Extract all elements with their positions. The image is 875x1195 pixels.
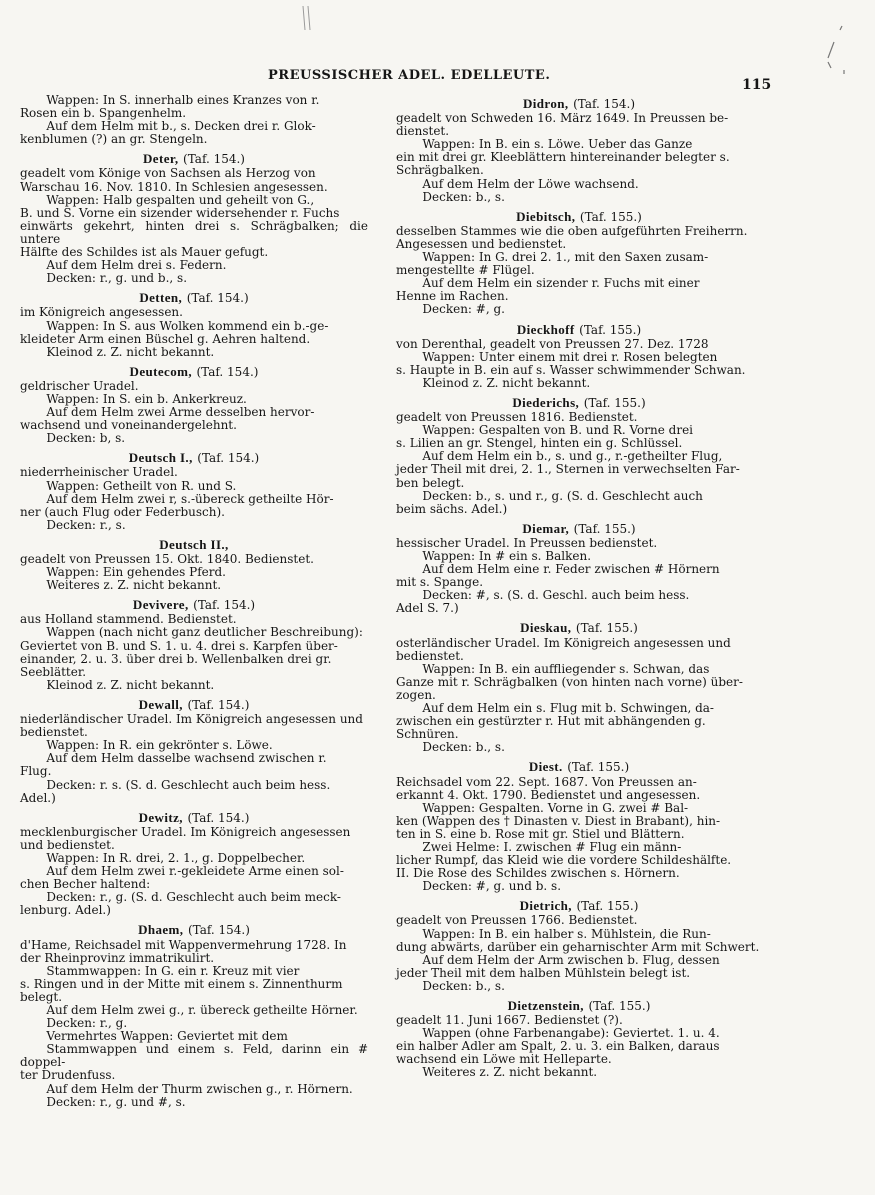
text-line: Zwei Helme: I. zwischen # Flug ein männ- <box>422 839 682 854</box>
text-line: Decken: b., s. und r., g. (S. d. Geschlecht auch <box>422 488 703 503</box>
text-line: jeder Theil mit drei, 2. 1., Sternen in verwechselten Far- <box>396 462 740 477</box>
text-line: Weiteres z. Z. nicht bekannt. <box>422 1065 598 1080</box>
text-line: der Rheinprovinz immatrikulirt. <box>20 950 215 965</box>
page-number: 115 <box>742 77 772 93</box>
text-line: Adel.) <box>20 790 56 805</box>
text-line: Auf dem Helm drei s. Federn. <box>46 258 227 273</box>
right-column <box>396 94 762 1086</box>
armorial-entry <box>396 97 762 204</box>
armorial-entry <box>20 451 368 532</box>
text-line: Auf dem Helm dasselbe wachsend zwischen r. <box>46 751 327 766</box>
plate-reference: (Taf. 155.) <box>576 899 639 914</box>
text-line: beim sächs. Adel.) <box>396 501 508 516</box>
text-line: ter Drudenfuss. <box>20 1068 116 1083</box>
family-name: Dieckhoff <box>516 321 575 337</box>
text-line: dung abwärts, darüber ein geharnischter Arm mit Schwert. <box>396 939 760 954</box>
text-line: Auf dem Helm eine r. Feder zwischen # Hörnern <box>422 562 720 577</box>
text-line: II. Die Rose des Schildes zwischen s. Hörnern. <box>396 866 680 881</box>
family-name: Dhaem, <box>138 922 184 938</box>
text-line: Decken: r., g. und b., s. <box>46 271 188 286</box>
text-line: ten in S. eine b. Rose mit gr. Stiel und Blättern. <box>396 826 685 841</box>
text-line: Kleinod z. Z. nicht bekannt. <box>46 344 215 359</box>
text-line: geadelt von Schweden 16. März 1649. In Preussen be- <box>396 111 729 126</box>
text-line: einander, 2. u. 3. über drei b. Wellenbalken drei gr. <box>20 651 332 666</box>
family-name: Diebitsch, <box>516 208 576 224</box>
armorial-entry <box>396 760 762 893</box>
text-line: Auf dem Helm zwei g., r. übereck getheilte Hörner. <box>46 1003 358 1017</box>
text-line: ner (auch Flug oder Federbusch). <box>20 504 225 519</box>
text-line: Auf dem Helm ein b., s. und g., r.-getheilter Flug, <box>422 449 723 464</box>
text-line: Stammwappen: In G. ein r. Kreuz mit vier <box>46 963 300 978</box>
text-line: ken (Wappen des † Dinasten v. Diest in Brabant), hin- <box>396 813 721 828</box>
text-line: Auf dem Helm der Thurm zwischen g., r. Hörnern. <box>46 1081 353 1096</box>
text-line: geadelt von Preussen 15. Okt. 1840. Bedienstet. <box>20 552 314 566</box>
text-line: niederrheinischer Uradel. <box>20 465 178 480</box>
plate-reference: (Taf. 154.) <box>196 364 259 379</box>
text-line: Wappen: Ein gehendes Pferd. <box>46 565 226 580</box>
text-line: Reichsadel vom 22. Sept. 1687. Von Preussen an- <box>396 774 697 789</box>
entry-heading <box>396 621 762 635</box>
armorial-entry <box>20 538 368 592</box>
family-name: Detten, <box>139 290 183 306</box>
text-line: Wappen: Getheilt von R. und S. <box>46 478 237 493</box>
entry-heading <box>20 538 368 552</box>
text-line: Decken: b., s. <box>422 978 505 993</box>
family-name: Diest. <box>528 759 563 775</box>
text-line: bedienstet. <box>396 648 464 663</box>
armorial-entry <box>396 323 762 390</box>
text-line: wachsend ein Löwe mit Helleparte. <box>396 1052 612 1067</box>
armorial-entry <box>396 210 762 317</box>
armorial-entry <box>20 94 368 146</box>
armorial-entry <box>20 152 368 285</box>
entry-heading <box>20 152 368 166</box>
plate-reference: (Taf. 155.) <box>567 760 630 775</box>
text-line: Wappen (nach nicht ganz deutlicher Beschreibung): <box>46 625 363 640</box>
text-line: belegt. <box>20 989 63 1004</box>
text-line: Auf dem Helm zwei Arme desselben hervor- <box>46 405 315 420</box>
plate-reference: (Taf. 155.) <box>575 621 638 636</box>
text-line: Decken: r., g. und #, s. <box>46 1094 186 1109</box>
text-line: kenblumen (?) an gr. Stengeln. <box>20 132 208 147</box>
text-line: osterländischer Uradel. Im Königreich angesessen und <box>396 635 731 650</box>
text-line: niederländischer Uradel. Im Königreich angesessen und <box>20 712 363 727</box>
text-line: bedienstet. <box>20 725 88 740</box>
text-line: Decken: #, s. (S. d. Geschl. auch beim hess. <box>422 588 690 603</box>
family-name: Dietzenstein, <box>507 998 584 1013</box>
text-line: im Königreich angesessen. <box>20 305 183 320</box>
text-line: Auf dem Helm zwei r, s.-übereck getheilte Hör- <box>46 491 334 506</box>
text-line: Decken: r., g. (S. d. Geschlecht auch beim meck- <box>46 890 341 905</box>
family-name: Deter, <box>143 151 179 167</box>
text-line: und bedienstet. <box>20 837 115 852</box>
entry-heading <box>20 365 368 379</box>
text-line: Decken: r. s. (S. d. Geschlecht auch beim hess. <box>46 777 331 792</box>
armorial-entry <box>396 396 762 516</box>
text-line: jeder Theil mit dem halben Mühlstein belegt ist. <box>396 965 691 980</box>
text-line: Auf dem Helm mit b., s. Decken drei r. Glok- <box>46 119 316 134</box>
text-line: Wappen: In B. ein halber s. Mühlstein, die Run- <box>422 926 711 941</box>
text-line: geadelt vom Könige von Sachsen als Herzog von <box>20 166 316 181</box>
text-line: Auf dem Helm zwei r.-gekleidete Arme einen sol- <box>46 864 344 879</box>
text-line: geadelt von Preussen 1766. Bedienstet. <box>396 913 638 928</box>
text-line: mengestellte # Flügel. <box>396 263 535 278</box>
text-line: hessischer Uradel. In Preussen bedienstet. <box>396 535 658 550</box>
text-line: einwärts gekehrt, hinten drei s. Schrägbalken; die untere <box>20 218 368 246</box>
entry-heading <box>20 698 368 712</box>
entry-heading <box>396 899 762 913</box>
text-line: geldrischer Uradel. <box>20 378 139 393</box>
family-name: Deutsch II., <box>159 536 229 552</box>
text-line: Warschau 16. Nov. 1810. In Schlesien angesessen. <box>20 179 328 194</box>
text-line: Wappen: Unter einem mit drei r. Rosen belegten <box>422 349 718 364</box>
entry-heading <box>20 291 368 305</box>
text-line: Flug. <box>20 764 52 779</box>
plate-reference: (Taf. 154.) <box>197 451 260 466</box>
text-line: von Derenthal, geadelt von Preussen 27. Dez. 1728 <box>396 336 709 351</box>
entry-heading <box>20 598 368 612</box>
scan-mark-icon <box>300 4 314 34</box>
text-line: kleideter Arm einen Büschel g. Aehren haltend. <box>20 331 311 346</box>
plate-reference: (Taf. 155.) <box>583 395 646 410</box>
text-line: Kleinod z. Z. nicht bekannt. <box>422 375 591 390</box>
text-line: Decken: r., g. <box>46 1016 128 1031</box>
text-line: aus Holland stammend. Bedienstet. <box>20 612 237 627</box>
armorial-entry <box>396 999 762 1080</box>
text-line: Wappen: In R. drei, 2. 1., g. Doppelbecher. <box>46 850 306 865</box>
family-name: Diederichs, <box>512 394 580 410</box>
entry-heading <box>20 811 368 825</box>
text-line: erkannt 4. Okt. 1790. Bedienstet und angesessen. <box>396 787 701 802</box>
text-line: Schrägbalken. <box>396 163 484 178</box>
text-line: geadelt von Preussen 1816. Bedienstet. <box>396 410 638 425</box>
plate-reference: (Taf. 154.) <box>186 291 249 306</box>
text-line: Stammwappen und einem s. Feld, darinn ein # doppel- <box>20 1042 368 1070</box>
text-line: Angesessen und bedienstet. <box>396 236 567 251</box>
text-line: Wappen: Gespalten. Vorne in G. zwei # Bal- <box>422 800 689 815</box>
text-line: Auf dem Helm ein s. Flug mit b. Schwingen, da- <box>422 701 714 716</box>
text-line: Seeblätter. <box>20 664 87 679</box>
armorial-entry <box>20 811 368 918</box>
family-name: Dewitz, <box>138 809 183 825</box>
text-line: Kleinod z. Z. nicht bekannt. <box>46 677 215 692</box>
plate-reference: (Taf. 154.) <box>187 697 250 712</box>
text-line: Vermehrtes Wappen: Geviertet mit dem <box>46 1029 288 1044</box>
text-line: B. und S. Vorne ein sizender widersehender r. Fuchs <box>20 205 340 220</box>
text-line: Wappen: In # ein s. Balken. <box>422 549 592 563</box>
text-line: mecklenburgischer Uradel. Im Königreich angesessen <box>20 824 351 839</box>
family-name: Didron, <box>522 96 569 111</box>
text-line: Weiteres z. Z. nicht bekannt. <box>46 578 222 593</box>
text-line: Geviertet von B. und S. 1. u. 4. drei s. Karpfen über- <box>20 638 338 653</box>
text-line: s. Haupte in B. ein auf s. Wasser schwimmender Schwan. <box>396 362 746 377</box>
text-line: geadelt 11. Juni 1667. Bedienstet (?). <box>396 1013 623 1028</box>
text-line: Wappen: In G. drei 2. 1., mit den Saxen zusam- <box>422 250 709 265</box>
text-line: Wappen: In S. aus Wolken kommend ein b.-ge- <box>46 318 329 333</box>
text-line: Wappen: In B. ein auffliegender s. Schwan, das <box>422 661 710 676</box>
text-line: zogen. <box>396 687 436 702</box>
plate-reference: (Taf. 155.) <box>579 209 642 224</box>
text-line: Schnüren. <box>396 727 459 742</box>
text-line: s. Ringen und in der Mitte mit einem s. Zinnenthurm <box>20 976 343 991</box>
text-line: Decken: b., s. <box>422 189 505 204</box>
armorial-entry <box>396 899 762 993</box>
entry-heading <box>396 760 762 774</box>
text-line: desselben Stammes wie die oben aufgeführten Freiherrn. <box>396 223 748 238</box>
text-line: Hälfte des Schildes ist als Mauer gefugt. <box>20 245 269 260</box>
left-column <box>20 94 368 1115</box>
armorial-entry <box>396 621 762 754</box>
text-line: ein halber Adler am Spalt, 2. u. 3. ein Balken, daraus <box>396 1039 720 1054</box>
armorial-entry <box>20 923 368 1108</box>
armorial-entry <box>20 291 368 358</box>
family-name: Devivere, <box>132 597 189 613</box>
text-line: d'Hame, Reichsadel mit Wappenvermehrung 1728. In <box>20 937 347 952</box>
text-line: Decken: #, g. und b. s. <box>422 879 562 894</box>
text-line: Wappen (ohne Farbenangabe): Geviertet. 1. u. 4. <box>422 1026 720 1041</box>
entry-heading <box>396 999 762 1013</box>
entry-heading <box>396 97 762 111</box>
text-line: wachsend und voneinandergelehnt. <box>20 418 237 433</box>
text-line: Auf dem Helm der Arm zwischen b. Flug, dessen <box>422 952 720 967</box>
text-line: Henne im Rachen. <box>396 289 509 304</box>
text-line: Decken: #, g. <box>422 302 505 317</box>
text-line: Adel S. 7.) <box>396 601 459 616</box>
family-name: Dieskau, <box>520 620 572 636</box>
family-name: Deutecom, <box>129 363 192 379</box>
entry-heading <box>20 451 368 465</box>
text-line: lenburg. Adel.) <box>20 903 111 918</box>
text-line: Wappen: In R. ein gekrönter s. Löwe. <box>46 738 273 753</box>
text-line: s. Lilien an gr. Stengel, hinten ein g. Schlüssel. <box>396 436 683 451</box>
text-line: Wappen: Halb gespalten und geheilt von G., <box>46 192 315 207</box>
armorial-entry <box>396 522 762 616</box>
text-line: Decken: b, s. <box>46 431 126 446</box>
text-line: ben belegt. <box>396 475 465 490</box>
text-line: Wappen: In S. ein b. Ankerkreuz. <box>46 391 247 406</box>
entry-heading <box>20 923 368 937</box>
text-line: mit s. Spange. <box>396 575 484 590</box>
armorial-entry <box>20 698 368 805</box>
family-name: Deutsch I., <box>128 450 193 466</box>
plate-reference: (Taf. 155.) <box>588 999 651 1013</box>
plate-reference: (Taf. 154.) <box>183 152 245 167</box>
entry-heading <box>396 396 762 410</box>
text-line: licher Rumpf, das Kleid wie die vordere Schildeshälfte. <box>396 853 732 868</box>
text-line: zwischen ein gestürzter r. Hut mit abhängenden g. <box>396 714 706 729</box>
text-line: dienstet. <box>396 124 450 139</box>
text-line: ein mit drei gr. Kleeblättern hintereinander belegter s. <box>396 150 730 165</box>
text-line: chen Becher haltend: <box>20 877 151 892</box>
margin-pencil-marks-icon <box>810 22 850 82</box>
text-line: Auf dem Helm der Löwe wachsend. <box>422 176 639 191</box>
family-name: Dietrich, <box>519 898 572 914</box>
family-name: Dewall, <box>138 696 183 712</box>
text-line: Wappen: In S. innerhalb eines Kranzes von r. <box>46 93 320 107</box>
plate-reference: (Taf. 155.) <box>579 322 642 337</box>
running-header: PREUSSISCHER ADEL. EDELLEUTE. <box>268 68 551 83</box>
text-line: Decken: r., s. <box>46 517 126 532</box>
entry-heading <box>396 522 762 536</box>
text-line: Ganze mit r. Schrägbalken (von hinten nach vorne) über- <box>396 674 743 689</box>
text-line: Wappen: Gespalten von B. und R. Vorne drei <box>422 423 694 438</box>
armorial-entry <box>20 598 368 692</box>
family-name: Diemar, <box>522 520 570 536</box>
plate-reference: (Taf. 154.) <box>187 810 250 825</box>
armorial-entry <box>20 365 368 446</box>
text-line: Rosen ein b. Spangenhelm. <box>20 106 187 121</box>
plate-reference: (Taf. 154.) <box>573 97 636 111</box>
entry-heading <box>396 210 762 224</box>
text-line: Auf dem Helm ein sizender r. Fuchs mit einer <box>422 276 700 291</box>
text-line: Decken: b., s. <box>422 740 505 755</box>
plate-reference: (Taf. 155.) <box>573 521 636 536</box>
plate-reference: (Taf. 154.) <box>193 598 256 613</box>
plate-reference: (Taf. 154.) <box>187 923 250 938</box>
text-line: Wappen: In B. ein s. Löwe. Ueber das Ganze <box>422 137 693 152</box>
entry-heading <box>396 323 762 337</box>
